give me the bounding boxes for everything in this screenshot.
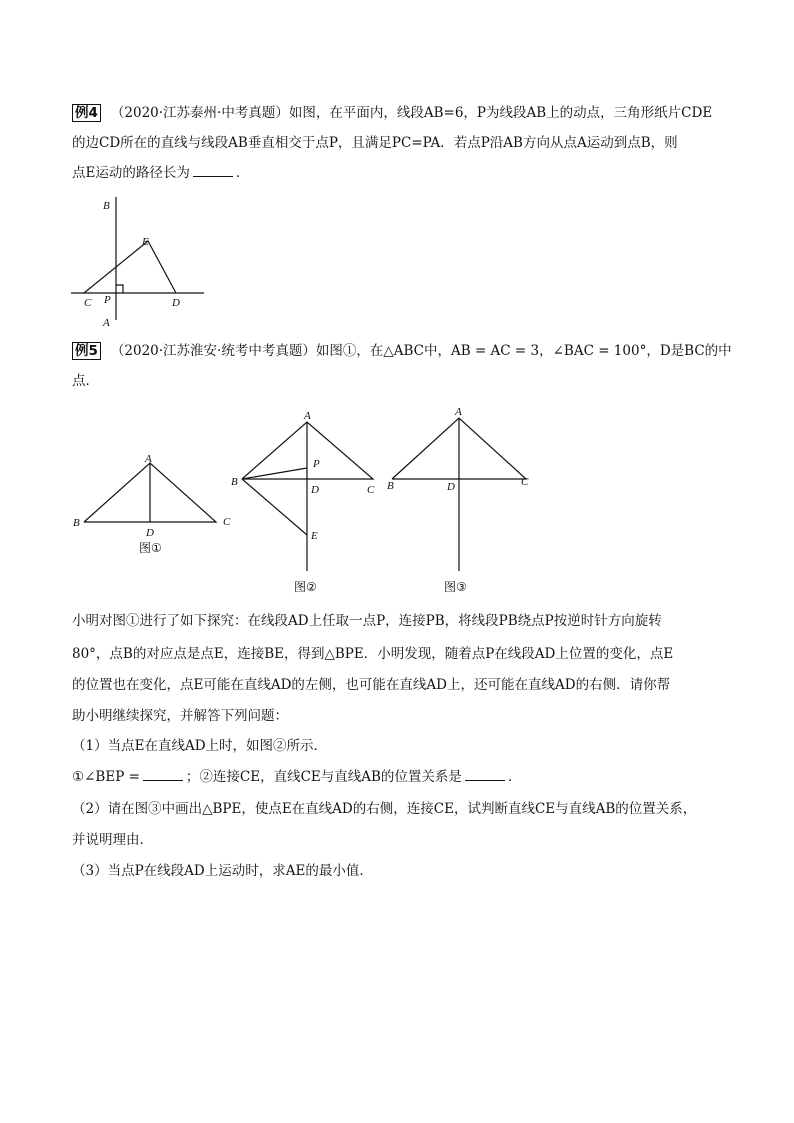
fig2-label-b: B — [231, 476, 238, 488]
fig2-label-d: D — [311, 484, 319, 496]
label-e: E — [142, 236, 149, 248]
ex5-para-3: 的位置也在变化，点E可能在直线AD的左侧，也可能在直线AD上，还可能在直线AD的右侧．请你帮 — [72, 677, 671, 693]
question-3: （3）当点P在线段AD上运动时，求AE的最小值． — [72, 863, 373, 879]
fig2-label-p: P — [313, 458, 320, 470]
fig1-label-c: C — [223, 516, 231, 528]
ex5-para-2: 80°，点B的对应点是点E，连接BE，得到△BPE．小明发现，随着点P在线段AD上位置的变化，点E — [72, 646, 674, 662]
ex4-line-2: 的边CD所在的直线与线段AB垂直相交于点P，且满足PC=PA．若点P沿AB方向从点A运动到点B，则 — [72, 135, 678, 151]
q1a-text-2: ；②连接CE，直线CE与直线AB的位置关系是 — [185, 769, 462, 785]
fig2-label-e: E — [311, 530, 318, 542]
fig2-label-a: A — [304, 410, 311, 422]
ex5-para-1: 小明对图①进行了如下探究：在线段AD上任取一点P，连接PB，将线段PB绕点P按逆时针方向旋转 — [72, 613, 662, 629]
fig2-caption: 图② — [294, 580, 317, 594]
fig1-label-d: D — [146, 527, 154, 539]
answer-blank-angle[interactable] — [143, 767, 183, 781]
label-d: D — [172, 297, 180, 309]
q1a-text-1: ①∠BEP = — [72, 769, 140, 785]
label-p: P — [104, 294, 111, 306]
label-a: A — [103, 317, 110, 329]
ex4-text-3-end: ． — [235, 165, 250, 181]
ex4-text-1: （2020·江苏泰州·中考真题）如图，在平面内，线段AB=6，P为线段AB上的动点，三角形纸片CDE — [110, 105, 713, 121]
ex4-tag: 例4 — [72, 104, 101, 122]
question-1: （1）当点E在直线AD上时，如图②所示． — [72, 738, 328, 754]
fig1-label-b: B — [73, 517, 80, 529]
ex5-para-4: 助小明继续探究，并解答下列问题： — [72, 708, 288, 724]
ex5-tag: 例5 — [72, 342, 101, 360]
fig3-label-d: D — [447, 481, 455, 493]
question-1-parts — [72, 767, 732, 787]
label-c: C — [84, 297, 92, 309]
fig3-label-b: B — [387, 480, 394, 492]
question-2-line-1: （2）请在图③中画出△BPE，使点E在直线AD的右侧，连接CE，试判断直线CE与直线AB的位置关系， — [72, 801, 697, 817]
ex5-figures — [66, 405, 546, 600]
fig1-label-a: A — [145, 453, 152, 465]
question-2-line-2: 并说明理由． — [72, 832, 153, 848]
figure-3 — [387, 406, 529, 594]
fig3-label-c: C — [521, 476, 529, 488]
fig3-caption: 图③ — [444, 580, 467, 594]
ex5-text-1: （2020·江苏淮安·统考中考真题）如图①，在△ABC中，AB = AC = 3，∠BAC = 100°，D是BC的中 — [110, 343, 732, 359]
ex4-line-1 — [72, 103, 732, 123]
ex4-text-3: 点E运动的路径长为 — [72, 165, 190, 181]
ex4-figure — [66, 192, 216, 332]
ex5-line-1 — [72, 341, 732, 361]
figure-1 — [73, 453, 231, 555]
figure-2 — [231, 410, 375, 594]
answer-blank-relation[interactable] — [465, 767, 505, 781]
ex4-line-3 — [72, 163, 732, 183]
segment-be — [242, 479, 307, 535]
fig1-caption: 图① — [139, 541, 162, 555]
answer-blank[interactable] — [193, 163, 233, 177]
segment-bp — [242, 468, 307, 479]
q1a-text-3: ． — [507, 769, 522, 785]
fig3-label-a: A — [455, 406, 462, 418]
ex5-line-2: 点． — [72, 373, 99, 389]
fig2-label-c: C — [367, 484, 375, 496]
right-angle-mark — [116, 285, 123, 293]
triangle-cde — [84, 241, 176, 293]
label-b: B — [103, 200, 110, 212]
